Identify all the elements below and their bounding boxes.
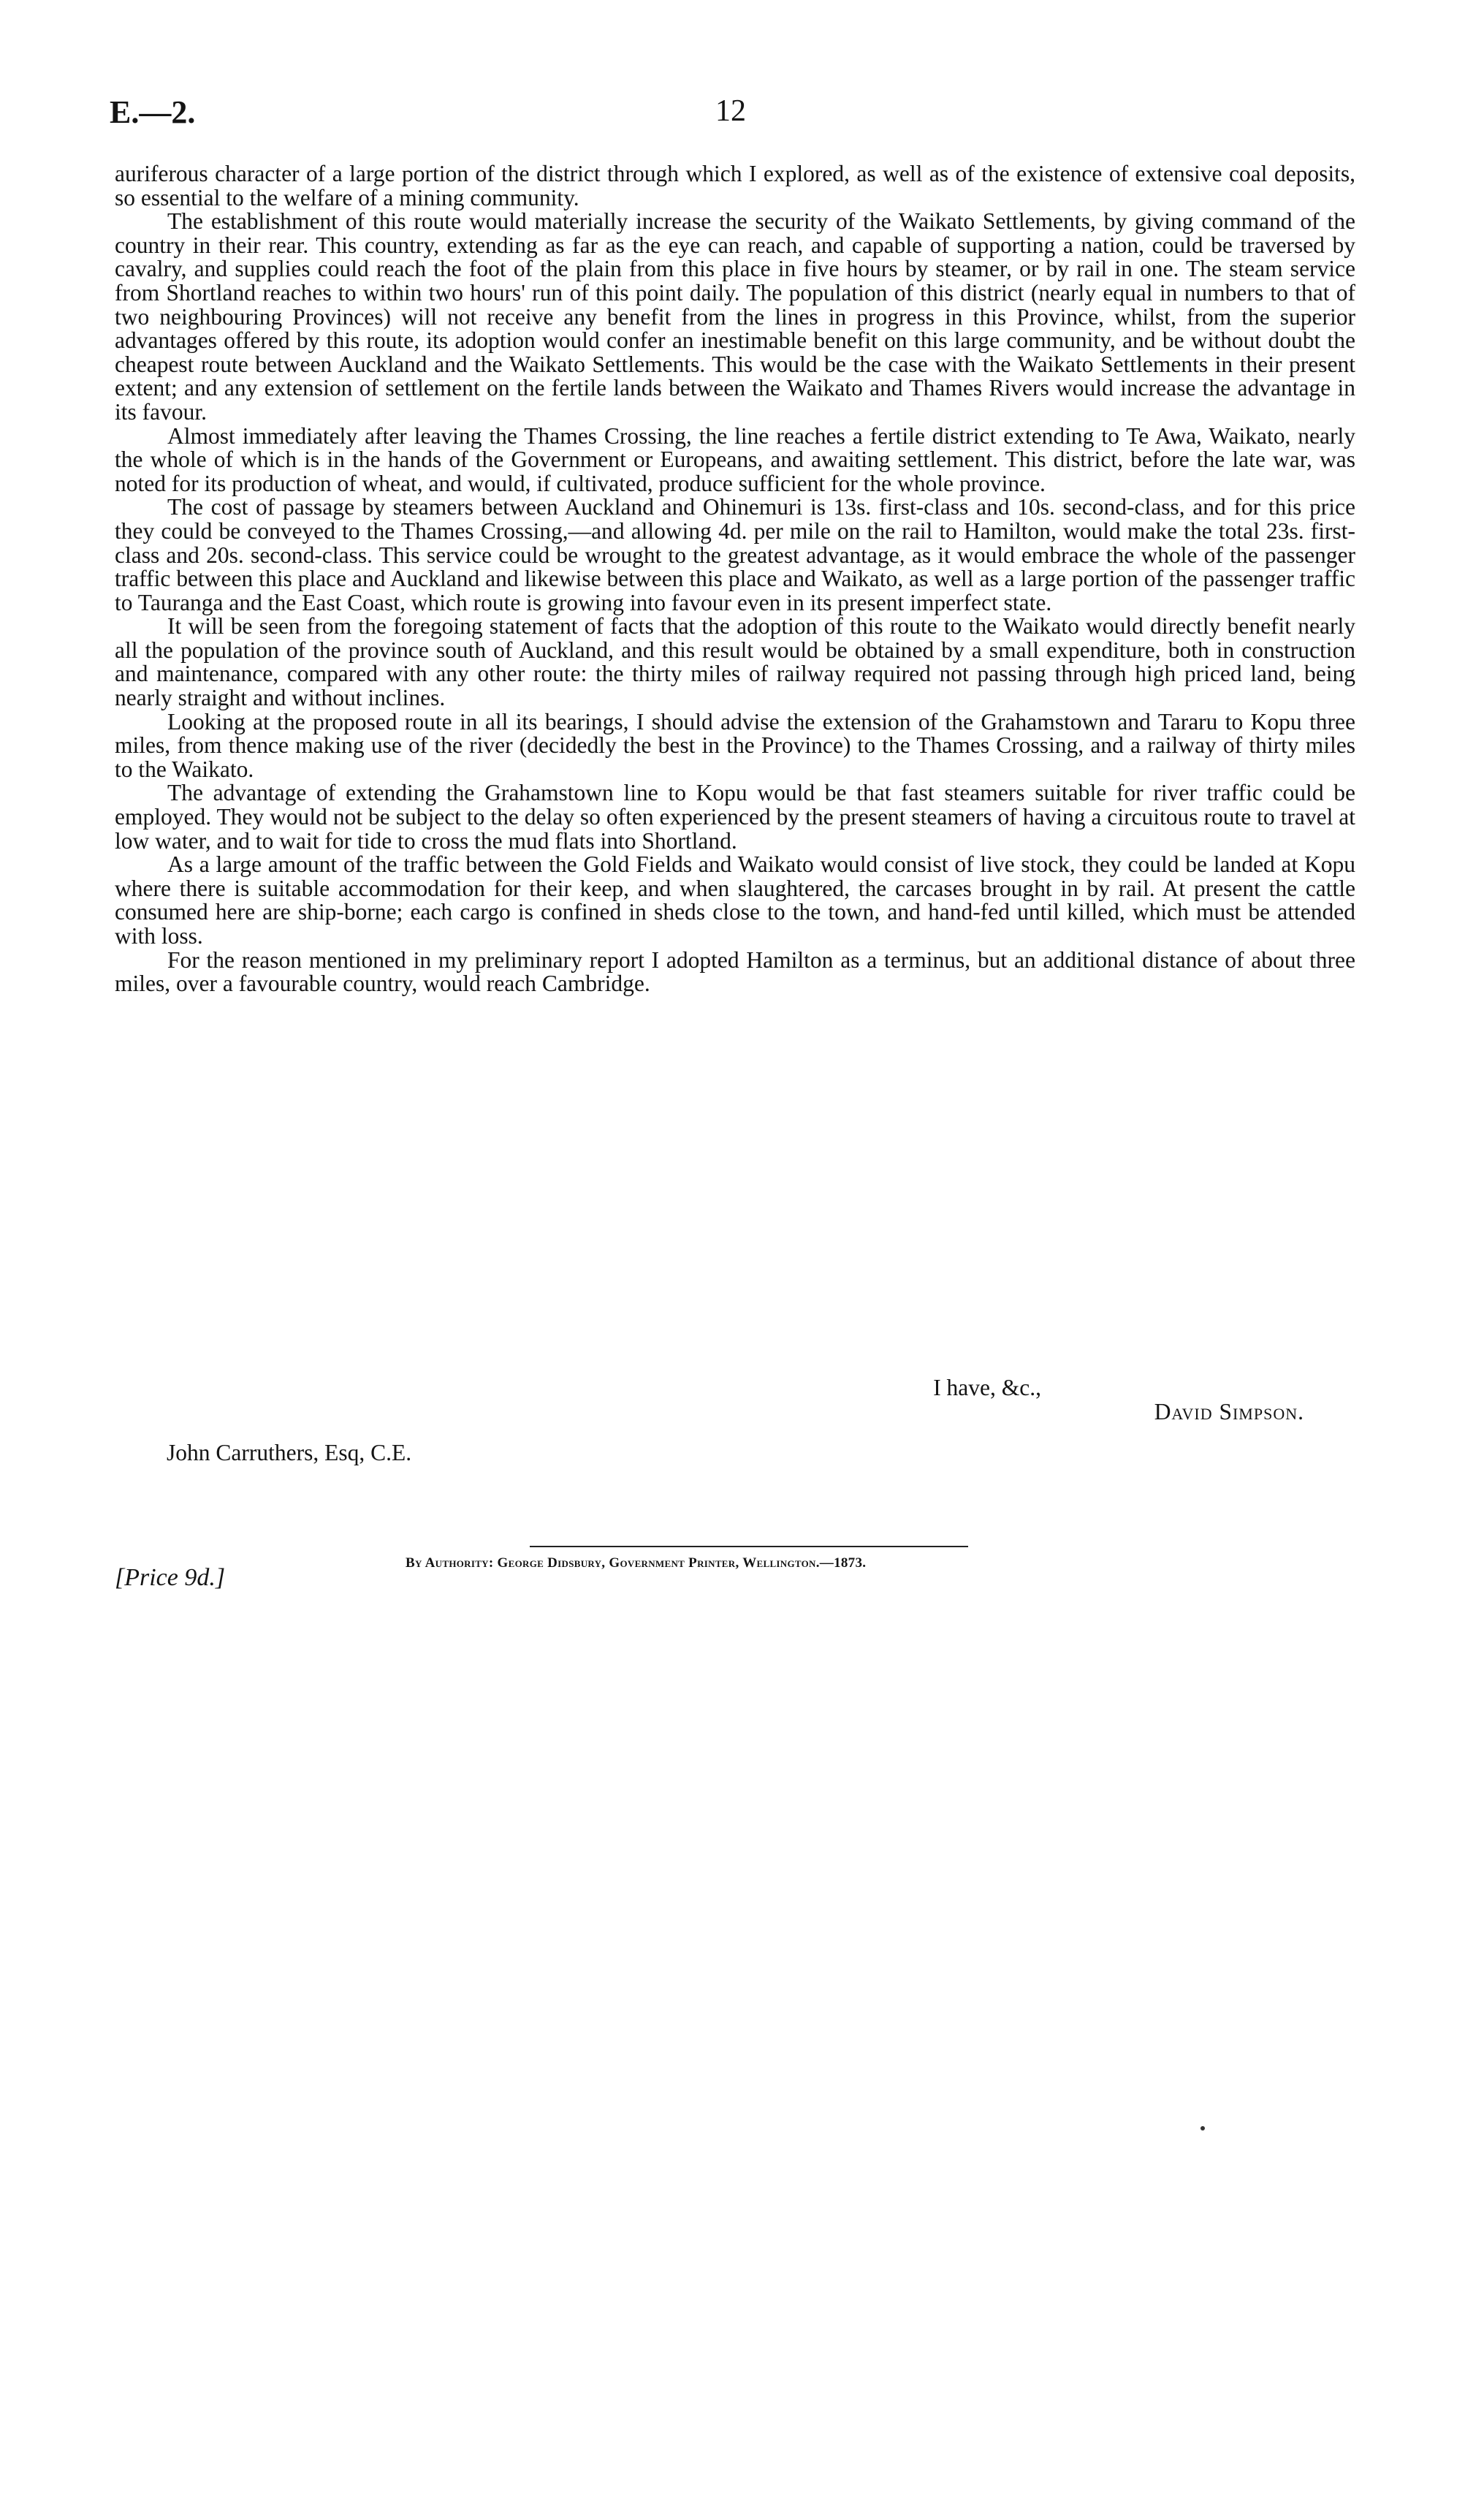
page-header [110, 94, 1352, 145]
printer-imprint: By Authority: George Didsbury, Government Printer, Wellington.—1873. [406, 1555, 867, 1571]
paragraph-fertile-district: Almost immediately after leaving the Thames Crossing, the line reaches a fertile district extending to Te Awa, Waikato, nearly the whole of which is in the hands of the Government or Europeans, and awaiting settlement. This district, before the late war, was noted for its production of wheat, and would, if cultivated, produce sufficient for the whole province. [115, 422, 1355, 496]
closing-phrase: I have, &c., [933, 1375, 1041, 1400]
paragraph-passage-cost: The cost of passage by steamers between Auckland and Ohinemuri is 13s. first-class and 10s. second-class, and for this price they could be conveyed to the Thames Crossing,—and allowing 4d. per mile on the rail to Hamilton, would make the total 23s. first-class and 20s. second-class. This service could be wrought to the greatest advantage, as it would embrace the whole of the passenger traffic between this place and Auckland and likewise between this place and Waikato, as well as a large portion of the passenger traffic to Tauranga and the East Coast, which route is growing into favour even in its present imperfect state. [115, 494, 1355, 615]
paragraph-security: The establishment of this route would materially increase the security of the Waikato Settlements, by giving command of the country in their rear. This country, extending as far as the eye can reach, and capable of supporting a nation, could be traversed by cavalry, and supplies could reach the foot of the plain from this place in five hours by steamer, or by rail in one. The steam service from Shortland reaches to within two hours' run of this point daily. The population of this district (nearly equal in numbers to that of two neighbouring Provinces) will not receive any benefit from the lines in progress in this Province, whilst, from the superior advantages offered by this route, its adoption would confer an inestimable benefit on this large community, and be without doubt the cheapest route between Auckland and the Waikato Settlements. This would be the case with the Waikato Settlements in their present extent; and any extension of settlement on the fertile lands between the Waikato and Thames Rivers would increase the advantage in its favour. [115, 208, 1355, 425]
signoff-block [115, 1376, 1355, 1424]
ink-speck [1200, 2126, 1205, 2130]
paragraph-recommendation: Looking at the proposed route in all its bearings, I should advise the extension of the Grahamstown and Tararu to Kopu three miles, from thence making use of the river (decidedly the best in the Province) to the Thames Crossing, and a railway of thirty miles to the Waikato. [115, 708, 1355, 782]
signature: David Simpson. [1154, 1398, 1304, 1424]
paragraph-continuation: auriferous character of a large portion of the district through which I explored, as well as of the existence of extensive coal deposits, so essential to the welfare of a mining community. [115, 161, 1355, 210]
footer-rule [530, 1546, 968, 1547]
paragraph-steamers: The advantage of extending the Grahamstown line to Kopu would be that fast steamers suitable for river traffic could be employed. They would not be subject to the delay so often experienced by the present steamers of having a circuitous route to travel at low water, and to wait for tide to cross the mud flats into Shortland. [115, 780, 1355, 854]
addressee: John Carruthers, Esq, C.E. [167, 1440, 412, 1465]
paragraph-benefit: It will be seen from the foregoing statement of facts that the adoption of this route to the Waikato would directly benefit nearly all the population of the province south of Auckland, and this result would be obtained by a small expenditure, both in construction and maintenance, compared with any other route: the thirty miles of railway required not passing through high priced land, being nearly straight and without inclines. [115, 613, 1355, 711]
price-note: [Price 9d.] [115, 1564, 226, 1591]
paragraph-live-stock: As a large amount of the traffic between the Gold Fields and Waikato would consist of live stock, they could be landed at Kopu where there is suitable accommodation for their keep, and when slaughtered, the carcases brought in by rail. At present the cattle consumed here are ship-borne; each cargo is confined in sheds close to the town, and hand-fed until killed, which must be attended with loss. [115, 851, 1355, 949]
paragraph-terminus: For the reason mentioned in my preliminary report I adopted Hamilton as a terminus, but an additional distance of about three miles, over a favourable country, would reach Cambridge. [115, 946, 1355, 997]
page-number: 12 [715, 94, 746, 128]
report-body [115, 162, 1355, 996]
document-reference: E.—2. [110, 94, 196, 130]
